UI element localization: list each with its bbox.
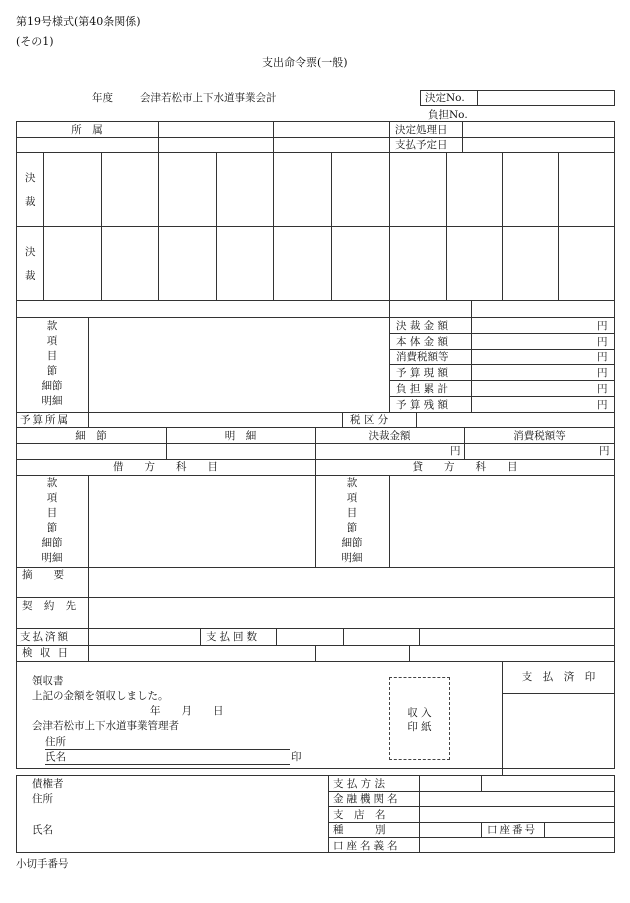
amount-kessai-label: 決 裁 金 額 (396, 320, 449, 332)
decision-no-label: 決定No. (425, 92, 465, 104)
credit-row-moku: 目 (346, 507, 358, 519)
credit-row-meisai: 明細 (341, 552, 363, 564)
creditor-label: 債権者 (32, 778, 64, 790)
debit-row-moku: 目 (46, 507, 58, 519)
revenue-stamp-line2: 印 紙 (407, 721, 432, 733)
amount-budget-remaining-label: 予 算 残 額 (396, 399, 449, 411)
paid-amount-label: 支払済額 (20, 631, 70, 643)
debit-row-kou: 項 (46, 492, 58, 504)
bank-name-label: 金融機関名 (333, 793, 401, 805)
yen-unit: 円 (597, 383, 608, 395)
kessai-label-1-top: 決 (25, 172, 36, 184)
kessai-label-2-bottom: 裁 (25, 270, 36, 282)
burden-no-label: 負担No. (428, 109, 468, 121)
budget-row-saisetsu: 細節 (41, 380, 63, 392)
fiscal-year-label: 年度 (92, 92, 113, 104)
budget-row-meisai: 明細 (41, 395, 63, 407)
yen-unit: 円 (599, 445, 610, 457)
account-number-label: 口座番号 (487, 824, 537, 836)
yen-unit: 円 (597, 320, 608, 332)
payment-date-label: 支払予定日 (395, 139, 448, 151)
creditor-address-label: 住所 (32, 793, 53, 805)
form-number: 第19号様式(第40条関係) (16, 15, 141, 28)
receipt-text: 上記の金額を領収しました。 (32, 690, 169, 702)
kessai-label-1-bottom: 裁 (25, 196, 36, 208)
revenue-stamp-line1: 収 入 (407, 707, 432, 719)
budget-row-kou: 項 (46, 335, 58, 347)
account-holder-label: 口座名義名 (333, 840, 401, 852)
amount-tax-label: 消費税額等 (396, 351, 449, 363)
receipt-date: 年 月 日 (150, 705, 224, 717)
yen-unit: 円 (597, 336, 608, 348)
detail-kessai-amount-header: 決裁金額 (368, 430, 411, 442)
page-title: 支出命令票(一般) (262, 56, 348, 69)
receipt-address-label: 住所 (45, 736, 66, 748)
form-part: (その1) (16, 35, 54, 48)
debit-row-kan: 款 (46, 477, 58, 489)
yen-unit: 円 (597, 399, 608, 411)
creditor-table (16, 775, 615, 853)
credit-header: 貸 方 科 目 (412, 461, 518, 473)
budget-row-kan: 款 (46, 320, 58, 332)
debit-header: 借 方 科 目 (113, 461, 218, 473)
debit-row-meisai: 明細 (41, 552, 63, 564)
summary-label: 摘 要 (22, 569, 64, 581)
amount-burden-total-label: 負 担 累 計 (396, 383, 449, 395)
check-number-label: 小切手番号 (16, 858, 69, 870)
detail-setsu-header: 細 節 (75, 430, 107, 442)
kessai-label-2-top: 決 (25, 246, 36, 258)
receipt-to: 会津若松市上下水道事業管理者 (32, 720, 179, 732)
detail-tax-header: 消費税額等 (513, 430, 566, 442)
detail-meisai-header: 明 細 (224, 430, 257, 442)
account-type-label: 種 別 (333, 824, 386, 836)
amount-budget-current-label: 予 算 現 額 (396, 367, 449, 379)
debit-row-saisetsu: 細節 (41, 537, 63, 549)
credit-row-saisetsu: 細節 (341, 537, 363, 549)
creditor-name-label: 氏名 (32, 824, 53, 836)
contractor-label: 契 約 先 (22, 600, 81, 612)
decision-date-label: 決定処理日 (395, 124, 448, 136)
budget-affiliation-label: 予算所属 (20, 414, 70, 426)
debit-row-setsu: 節 (46, 522, 58, 534)
payment-count-label: 支払回数 (206, 631, 260, 643)
branch-name-label: 支 店 名 (333, 809, 386, 821)
inspection-date-label: 検 収 日 (22, 647, 71, 659)
account-name: 会津若松市上下水道事業会計 (140, 92, 277, 104)
yen-unit: 円 (450, 445, 461, 457)
tax-class-label: 税 区 分 (350, 414, 389, 426)
payment-method-label: 支 払 方 法 (333, 778, 386, 790)
receipt-name-label: 氏名 (45, 751, 66, 763)
amount-body-label: 本 体 金 額 (396, 336, 449, 348)
credit-row-kou: 項 (346, 492, 358, 504)
yen-unit: 円 (597, 367, 608, 379)
receipt-title: 領収書 (32, 675, 64, 687)
yen-unit: 円 (597, 351, 608, 363)
budget-row-setsu: 節 (46, 365, 58, 377)
affiliation-label: 所 属 (71, 124, 103, 136)
receipt-seal-mark: 印 (291, 751, 302, 763)
credit-row-setsu: 節 (346, 522, 358, 534)
credit-row-kan: 款 (346, 477, 358, 489)
budget-row-moku: 目 (46, 350, 58, 362)
paid-seal-label: 支 払 済 印 (521, 671, 596, 683)
